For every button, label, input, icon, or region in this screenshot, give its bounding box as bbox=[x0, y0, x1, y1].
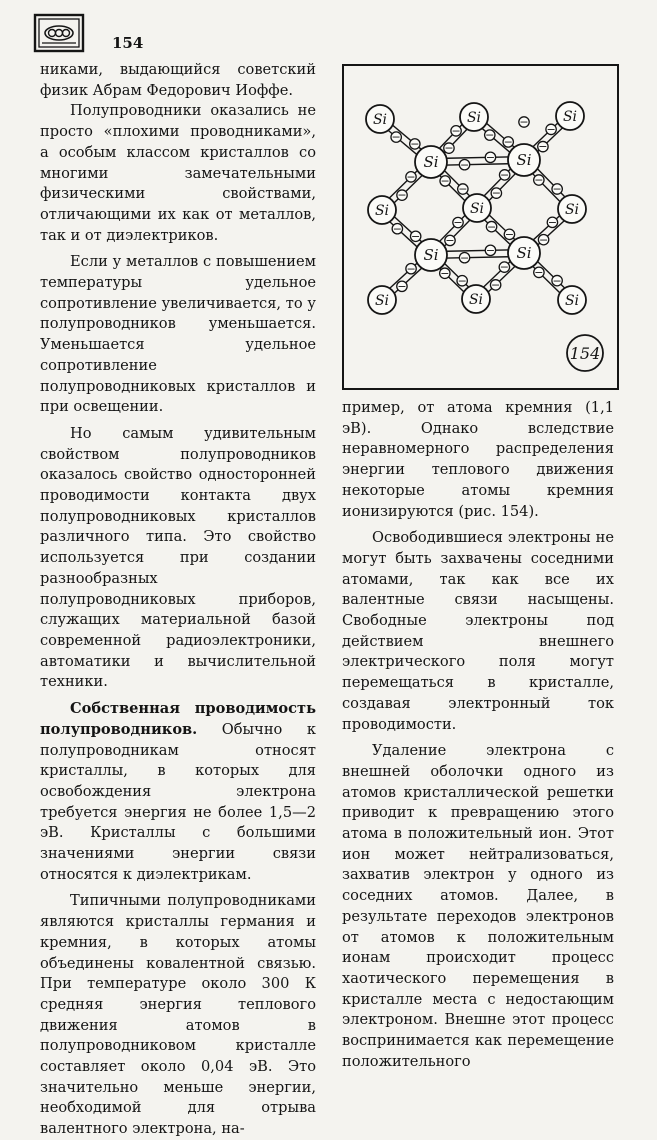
silicon-atom bbox=[415, 146, 447, 178]
svg-text:−: − bbox=[397, 279, 407, 293]
electron-mark bbox=[546, 123, 556, 136]
paragraph bbox=[40, 699, 316, 885]
silicon-atom bbox=[463, 194, 491, 222]
electron-mark bbox=[406, 170, 416, 183]
svg-text:−: − bbox=[445, 234, 455, 248]
paragraph-text: Обычно к полупроводникам относят кристаллы, в которых для освобождения электрона требуется энергия не более 1,5—2 эВ. Кристаллы с большими значениями энергии связи относятся к диэлектрикам. bbox=[40, 720, 316, 883]
silicon-atom bbox=[556, 102, 584, 130]
bond-line bbox=[447, 250, 508, 251]
paragraph: Но самым удивительным свойством полупроводников оказалось свойство односторонней проводимости контакта двух полупроводниковых кристаллов различного типа. Это свойство используется при создании разнообразных полупроводниковых приборов, служащих материальной базой современной радиоэлектроники, автоматики и вычислительной техники. bbox=[40, 424, 316, 691]
silicon-atom bbox=[508, 144, 540, 176]
svg-text:Si: Si bbox=[423, 246, 439, 264]
right-text-column bbox=[342, 398, 614, 1073]
electron-mark bbox=[504, 228, 514, 241]
electron-mark bbox=[485, 129, 495, 142]
bond-line bbox=[447, 157, 508, 158]
svg-text:−: − bbox=[406, 170, 416, 184]
silicon-atom bbox=[462, 285, 490, 313]
electron-mark bbox=[547, 216, 557, 229]
silicon-atom bbox=[558, 286, 586, 314]
svg-text:−: − bbox=[485, 150, 496, 164]
svg-text:−: − bbox=[453, 216, 463, 230]
electron-mark bbox=[485, 244, 495, 257]
silicon-atom bbox=[508, 237, 540, 269]
svg-text:−: − bbox=[411, 229, 421, 243]
electron-mark bbox=[397, 189, 407, 202]
svg-text:−: − bbox=[397, 188, 407, 202]
svg-text:−: − bbox=[552, 274, 562, 288]
silicon-atom bbox=[368, 286, 396, 314]
silicon-lattice-figure bbox=[342, 64, 619, 390]
paragraph: пример, от атома кремния (1,1 эВ). Однако вследствие неравномерного распределения энергии теплового движения некоторые атомы кремния ионизируются (рис. 154). bbox=[342, 399, 614, 520]
svg-text:Si: Si bbox=[372, 112, 388, 128]
figure-number-badge bbox=[567, 335, 603, 371]
electron-mark bbox=[440, 175, 450, 188]
svg-text:−: − bbox=[499, 260, 509, 274]
svg-text:−: − bbox=[519, 115, 529, 129]
paragraph: Освободившиеся электроны не могут быть захвачены соседними атомами, так как все их валентные связи насыщены. Свободные электроны под действием внешнего электрического поля могут перемещаться в кристалле, создавая электронный ток проводимости. bbox=[342, 529, 614, 733]
svg-text:−: − bbox=[410, 137, 420, 151]
electron-mark bbox=[490, 278, 500, 291]
svg-text:−: − bbox=[491, 186, 501, 200]
electron-mark bbox=[503, 136, 513, 149]
electron-mark bbox=[552, 183, 562, 196]
silicon-atom bbox=[558, 195, 586, 223]
svg-text:−: − bbox=[552, 182, 562, 196]
page-number: 154 bbox=[112, 34, 144, 52]
svg-text:Si: Si bbox=[468, 292, 484, 308]
svg-text:−: − bbox=[392, 222, 402, 236]
svg-text:Si: Si bbox=[374, 203, 390, 219]
electron-mark bbox=[444, 142, 454, 155]
electron-mark bbox=[391, 131, 401, 144]
svg-text:−: − bbox=[451, 124, 461, 138]
svg-text:Si: Si bbox=[562, 109, 578, 125]
electron-mark bbox=[410, 230, 420, 243]
figure-number: 154 bbox=[569, 344, 601, 363]
svg-text:−: − bbox=[459, 158, 470, 172]
paragraph: Удаление электрона с внешней оболочки одного из атомов кристаллической решетки приводит к превращению этого атома в положительный ион. Этот ион может нейтрализоваться, захватив электрон у одного из соседних атомов. Далее, в результате переходов электронов от атомов к положительным ионам происходит процесс хаотического перемещения в кристалле места с недостающим электроном. Внешне этот процесс воспринимается как перемещение положительного bbox=[342, 742, 614, 1070]
electron-mark bbox=[552, 274, 562, 287]
electron-mark bbox=[538, 233, 548, 246]
svg-text:Si: Si bbox=[423, 153, 439, 171]
electron-mark bbox=[392, 222, 402, 235]
left-text-column bbox=[40, 60, 316, 1140]
electron-mark bbox=[445, 234, 455, 247]
svg-text:−: − bbox=[486, 220, 497, 234]
electron-mark bbox=[534, 174, 544, 187]
electron-mark bbox=[485, 151, 495, 164]
svg-text:Si: Si bbox=[516, 244, 532, 262]
svg-text:−: − bbox=[538, 140, 548, 154]
silicon-atom bbox=[415, 239, 447, 271]
silicon-atom bbox=[366, 105, 394, 133]
paragraph: Типичными полупроводниками являются кристаллы германия и кремния, в которых атомы объединены ковалентной связью. При температуре около 300 К средняя энергия теплового движения атомов в полупроводниковом кристалле составляет около 0,04 эВ. Это значительно меньше энергии, необходимой для отрыва валентного электрона, на- bbox=[40, 892, 316, 1138]
svg-text:−: − bbox=[391, 130, 401, 144]
electron-mark bbox=[459, 158, 469, 171]
electron-mark bbox=[499, 261, 509, 274]
paragraph: никами, выдающийся советский физик Абрам Федорович Иоффе. bbox=[40, 61, 316, 99]
svg-text:−: − bbox=[534, 173, 544, 187]
publisher-logo-icon bbox=[32, 12, 86, 54]
svg-text:−: − bbox=[485, 243, 496, 257]
lattice-diagram bbox=[342, 64, 619, 390]
svg-text:−: − bbox=[504, 227, 515, 241]
svg-text:Si: Si bbox=[564, 202, 580, 218]
svg-text:−: − bbox=[491, 278, 501, 292]
electron-mark bbox=[534, 266, 544, 279]
svg-text:Si: Si bbox=[469, 201, 485, 217]
electron-mark bbox=[486, 220, 496, 233]
svg-text:−: − bbox=[503, 135, 513, 149]
svg-text:−: − bbox=[440, 174, 450, 188]
electron-mark bbox=[451, 124, 461, 137]
electron-mark bbox=[491, 187, 501, 200]
svg-text:Si: Si bbox=[564, 293, 580, 309]
svg-text:−: − bbox=[406, 262, 416, 276]
electron-mark bbox=[499, 169, 509, 182]
electron-mark bbox=[519, 116, 529, 129]
paragraph: Если у металлов с повышением температуры удельное сопротивление увеличивается, то у полупроводников уменьшается. Уменьшается удельное сопротивление полупроводниковых кристаллов и при освещении. bbox=[40, 253, 316, 416]
electron-mark bbox=[440, 267, 450, 280]
svg-text:−: − bbox=[440, 266, 450, 280]
silicon-atom bbox=[368, 196, 396, 224]
svg-text:−: − bbox=[546, 122, 556, 136]
silicon-atom bbox=[460, 103, 488, 131]
electron-mark bbox=[453, 216, 463, 229]
electron-mark bbox=[538, 140, 548, 153]
paragraph: Полупроводники оказались не просто «плохими проводниками», а особым классом кристаллов со многими замечательными физическими свойствами, отличающими их как от металлов, так и от диэлектриков. bbox=[40, 102, 316, 244]
svg-text:Si: Si bbox=[466, 110, 482, 126]
electron-mark bbox=[458, 183, 468, 196]
svg-text:−: − bbox=[538, 233, 549, 247]
svg-text:Si: Si bbox=[516, 151, 532, 169]
svg-text:Si: Si bbox=[374, 293, 390, 309]
electron-mark bbox=[410, 138, 420, 151]
svg-text:−: − bbox=[444, 141, 454, 155]
svg-text:−: − bbox=[457, 274, 467, 288]
svg-text:−: − bbox=[500, 168, 510, 182]
svg-text:−: − bbox=[459, 251, 470, 265]
electron-mark bbox=[406, 262, 416, 275]
electron-mark bbox=[397, 280, 407, 293]
bond-line bbox=[447, 257, 508, 258]
svg-text:−: − bbox=[547, 215, 558, 229]
bond-line bbox=[447, 164, 508, 165]
electron-mark bbox=[457, 274, 467, 287]
electron-mark bbox=[459, 251, 469, 264]
svg-text:−: − bbox=[534, 265, 544, 279]
svg-text:−: − bbox=[458, 182, 468, 196]
svg-text:−: − bbox=[485, 128, 495, 142]
section-heading: Собственная проводимость полупроводников. bbox=[40, 700, 316, 738]
